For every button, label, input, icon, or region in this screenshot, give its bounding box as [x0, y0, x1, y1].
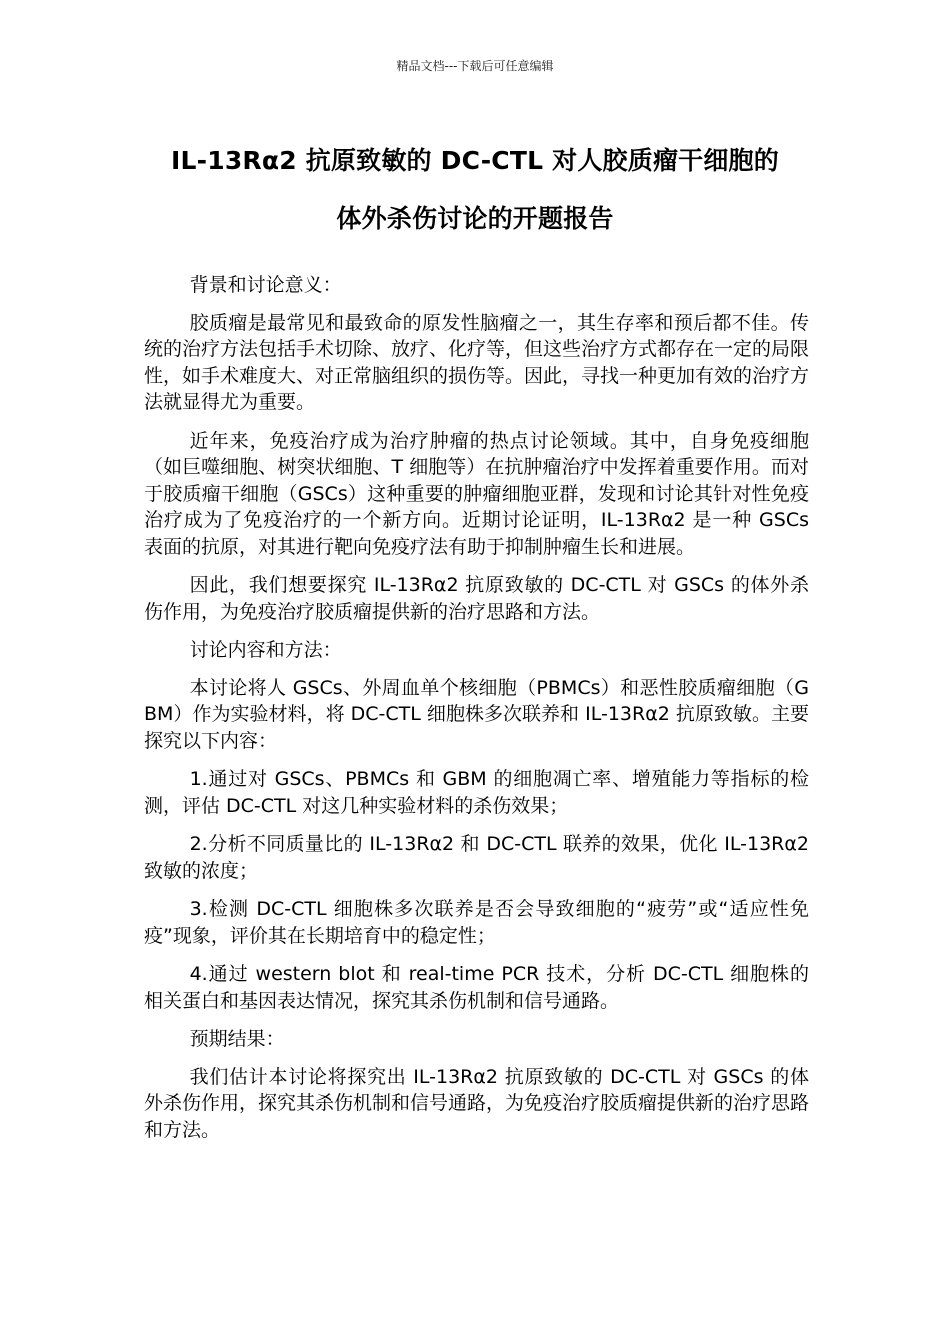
list-item-2: 2.分析不同质量比的 IL-13Rα2 和 DC-CTL 联养的效果，优化 IL-13Rα2 致敏的浓度；: [144, 833, 809, 882]
section-heading-expected-results: 预期结果：: [189, 1028, 285, 1050]
title-line-1: IL-13Rα2 抗原致敏的 DC-CTL 对人胶质瘤干细胞的: [171, 146, 779, 175]
document-body: [144, 272, 809, 1155]
paragraph-materials: 本讨论将人 GSCs、外周血单个核细胞（PBMCs）和恶性胶质瘤细胞（GBM）作为实验材料，将 DC-CTL 细胞株多次联养和 IL-13Rα2 抗原致敏。主要探究以下内容：: [144, 676, 809, 752]
list-item-3: 3.检测 DC-CTL 细胞株多次联养是否会导致细胞的“疲劳”或“适应性免疫”现象，评价其在长期培育中的稳定性；: [144, 898, 809, 947]
header-note: 精品文档---下载后可任意编辑: [396, 59, 554, 73]
paragraph-immunotherapy: 近年来，免疫治疗成为治疗肿瘤的热点讨论领域。其中，自身免疫细胞（如巨噬细胞、树突状细胞、T 细胞等）在抗肿瘤治疗中发挥着重要作用。而对于胶质瘤干细胞（GSCs）这种重要的肿瘤细胞亚群，发现和讨论其针对性免疫治疗成为了免疫治疗的一个新方向。近期讨论证明，IL-13Rα2 是一种 GSCs 表面的抗原，对其进行靶向免疫疗法有助于抑制肿瘤生长和进展。: [144, 429, 809, 558]
paragraph-expected-results: 我们估计本讨论将探究出 IL-13Rα2 抗原致敏的 DC-CTL 对 GSCs 的体外杀伤作用，探究其杀伤机制和信号通路，为免疫治疗胶质瘤提供新的治疗思路和方法。: [144, 1065, 810, 1141]
list-item-4: 4.通过 western blot 和 real-time PCR 技术，分析 DC-CTL 细胞株的相关蛋白和基因表达情况，探究其杀伤机制和信号通路。: [144, 963, 809, 1012]
section-heading-background: 背景和讨论意义：: [189, 274, 342, 296]
document-title: [120, 132, 830, 248]
title-line-2: 体外杀伤讨论的开题报告: [336, 204, 614, 233]
paragraph-aim: 因此，我们想要探究 IL-13Rα2 抗原致敏的 DC-CTL 对 GSCs 的体外杀伤作用，为免疫治疗胶质瘤提供新的治疗思路和方法。: [144, 574, 809, 623]
paragraph-glioma-intro: 胶质瘤是最常见和最致命的原发性脑瘤之一，其生存率和预后都不佳。传统的治疗方法包括手术切除、放疗、化疗等，但这些治疗方式都存在一定的局限性，如手术难度大、对正常脑组织的损伤等。因此，寻找一种更加有效的治疗方法就显得尤为重要。: [144, 311, 810, 413]
list-item-1: 1.通过对 GSCs、PBMCs 和 GBM 的细胞凋亡率、增殖能力等指标的检测，评估 DC-CTL 对这几种实验材料的杀伤效果；: [144, 768, 809, 817]
section-heading-methods: 讨论内容和方法：: [189, 639, 342, 661]
